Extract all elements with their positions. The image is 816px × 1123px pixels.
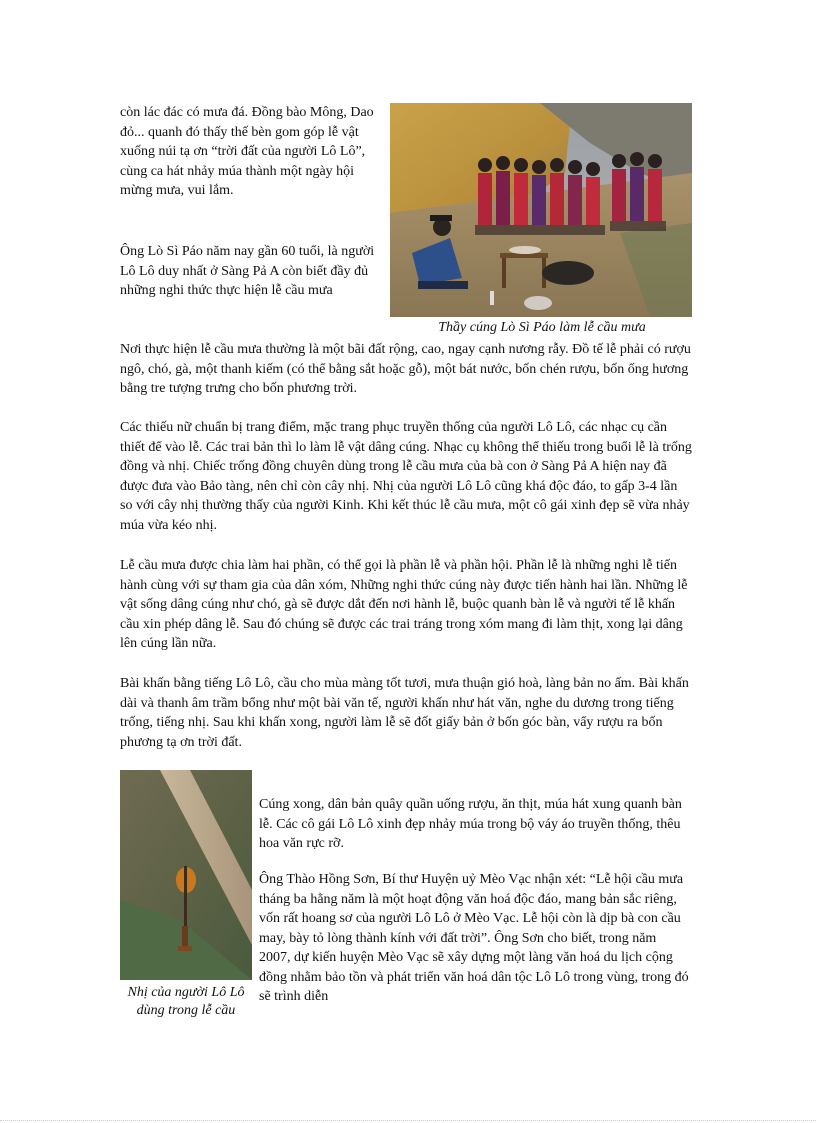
photo1-caption: Thầy cúng Lò Sì Páo làm lễ cầu mưa <box>438 320 646 335</box>
page-bottom-rule <box>0 1120 816 1121</box>
paragraph-prayer: Bài khấn bằng tiếng Lô Lô, cầu cho mùa màng tốt tươi, mưa thuận gió hoà, làng bản no ấm. Bài khấn dài và thanh âm trầm bổng như một bài văn tế, người khấn như hát văn, nghe du dương trong tiếng trống, tiếng nhị. Sau khi khấn xong, người làm lễ sẽ đốt giấy bản ở bốn góc bàn, vẩy rượu ra bốn phương tạ ơn trời đất. <box>120 676 689 750</box>
paragraph-preparation: Các thiếu nữ chuẩn bị trang điểm, mặc trang phục truyền thống của người Lô Lô, các nhạc cụ cần thiết để vào lễ. Các trai bản thì lo làm lễ vật dâng cúng. Nhạc cụ không thể thiếu trong buổi lễ là trống đồng và nhị. Chiếc trống đồng chuyên dùng trong lễ cầu mưa của bà con ở Sàng Pả A hiện nay đã được đưa vào Bảo tàng, nên chỉ còn cây nhị. Nhị của người Lô Lô cũng khá độc đáo, to gấp 3-4 lần so với cây nhị thường thấy của người Kinh. Khi kết thúc lễ cầu mưa, một cô gái xinh đẹp sẽ vừa nhảy múa vừa kéo nhị. <box>120 420 692 533</box>
photo2-caption: Nhị của người Lô Lô dùng trong lễ cầu <box>127 985 245 1018</box>
paragraph-festivity: Cúng xong, dân bản quây quần uống rượu, ăn thịt, múa hát xung quanh bàn lễ. Các cô gái Lô Lô xinh đẹp nhảy múa trong bộ váy áo truyền thống, thêu hoa văn rực rỡ. <box>259 797 682 851</box>
intro-paragraph: còn lác đác có mưa đá. Đồng bào Mông, Dao đỏ... quanh đó thấy thế bèn gom góp lễ vật xuống núi tạ ơn “trời đất của người Lô Lô”, cùng ca hát nhảy múa thành một ngày hội mừng mưa, vui lắm. <box>120 105 374 198</box>
paragraph-ceremony-parts: Lễ cầu mưa được chia làm hai phần, có thể gọi là phần lễ và phần hội. Phần lễ là những nghi lễ tiến hành cùng với sự tham gia của dân xóm, Những nghi thức cúng này được tiến hành hai lần. Những lễ vật sống dâng cúng như chó, gà sẽ được dắt đến nơi hành lễ, buộc quanh bàn lễ và người tế lễ khấn cầu xin phép dâng lễ. Sau đó chúng sẽ được các trai tráng trong xóm mang đi làm thịt, xong lại dâng lên cúng lần nữa. <box>120 558 688 651</box>
rain-ritual-photo-graphic <box>390 103 692 317</box>
shaman-paragraph: Ông Lò Sì Páo năm nay gần 60 tuổi, là người Lô Lô duy nhất ở Sàng Pả A còn biết đầy đủ những nghi thức thực hiện lễ cầu mưa <box>120 244 375 298</box>
nhi-instrument-photo <box>120 770 252 980</box>
nhi-instrument-photo-graphic <box>120 770 252 980</box>
paragraph-official-comment: Ông Thào Hồng Sơn, Bí thư Huyện uỷ Mèo Vạc nhận xét: “Lễ hội cầu mưa tháng ba hằng năm là một hoạt động văn hoá độc đáo, mang bản sắc riêng, vốn rất hoang sơ của người Lô Lô ở Mèo Vạc. Lễ hội còn là dịp bà con cầu may, bày tỏ lòng thành kính với đất trời”. Ông Sơn cho biết, trong năm 2007, dự kiến huyện Mèo Vạc sẽ xây dựng một làng văn hoá du lịch cộng đồng nhằm bảo tồn và phát triển văn hoá dân tộc Lô Lô trong vùng, trong đó sẽ trình diễn <box>259 872 689 1004</box>
paragraph-ritual-site: Nơi thực hiện lễ cầu mưa thường là một bãi đất rộng, cao, ngay cạnh nương rẫy. Đồ tế lễ phải có rượu ngô, chó, gà, một thanh kiếm (có thể bằng sắt hoặc gỗ), một bát nước, bốn chén rượu, bốn ống hương bằng tre tượng trưng cho bốn phương trời. <box>120 342 691 396</box>
rain-ritual-photo <box>390 103 692 317</box>
